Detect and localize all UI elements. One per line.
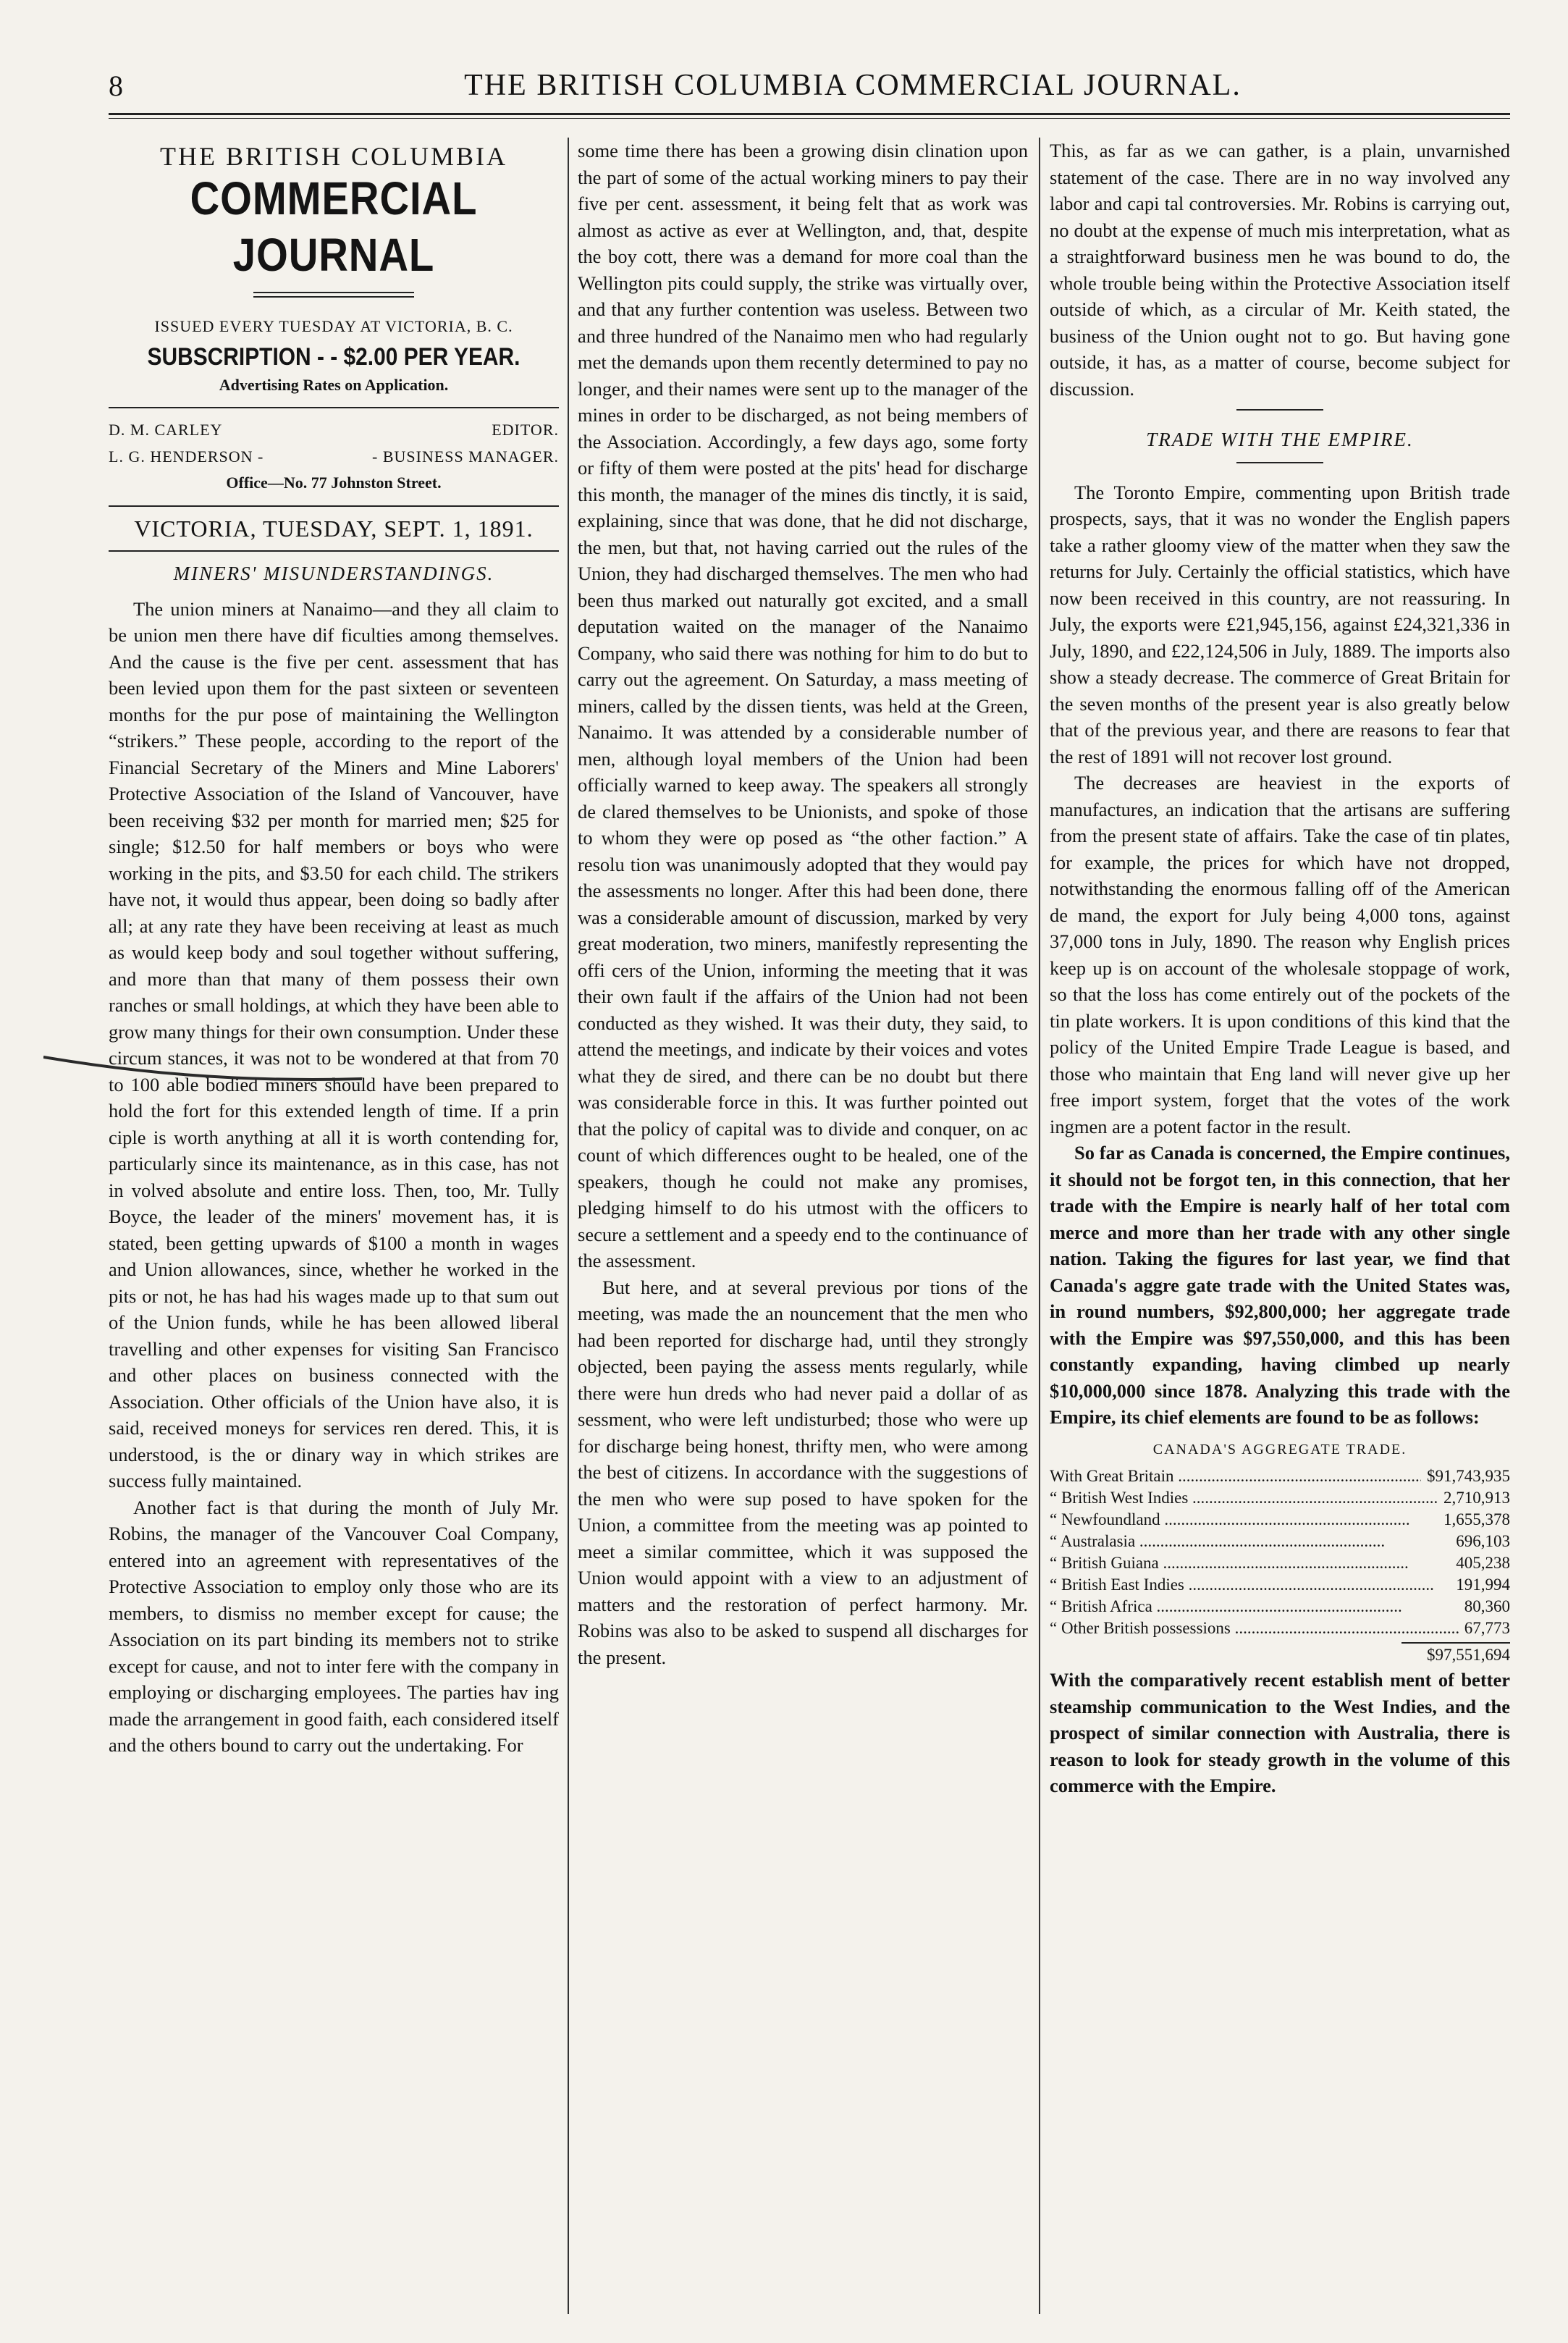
trade-row-label: “ British Guiana ..... bbox=[1050, 1552, 1450, 1574]
article-paragraph: some time there has been a growing disin clination upon the part of some of the actual working miners to pay their five per cent. assessment, it being felt that as work was almost as active as ever at Wellington, and, that, despite the boy cott, there was a demand for more coal than the Wellington pits could supply, the strike was virtually over, and that any further contention was useless. Between two and three hundred of the Nanaimo men who had regularly met the demands upon them recently determined to pay no longer, and their names were sent up to the manager of the mines in order to be discharged, as not being members of the Association. Accordingly, a few days ago, some forty or fifty of them were posted at the pits' head for discharge this month, the manager of the mines dis tinctly, it is said, explaining, since that was done, that he did not discharge, the men, but that, not having carried out the rules of the Union, they had discharged themselves. The men who had been thus marked out naturally got excited, and a small deputation waited on the manager of the Nanaimo Company, who said there was nothing for him to do but to carry out the agreement. On Saturday, a mass meeting of miners, called by the dissen tients, was held at the Green, Nanaimo. It was attended by a considerable number of men, although loyal members of the Union had been officially warned to keep away. The speakers all strongly de clared themselves to be Unionists, and spoke of those to whom they were op posed as “the other faction.” A resolu tion was unanimously adopted that they would pay the assessments no longer. After this had been done, there was a considerable amount of discussion, marked by very great moderation, two miners, manifestly representing the offi cers of the Union, informing the meeting that it was their own fault if the affairs of the Union had not been conducted as they wished. It was their duty, they said, to attend the meetings, and indicate by their voices and votes what they de sired, and there can be no doubt but there was considerable force in this. It was further pointed out that the policy of capital was to divide and conquer, on ac count of which differences ought to be healed, one of the speakers, though he could not make any promises, pledging himself to do his utmost with the officers to secure a settlement and a speedy end to the continuance of the assessment. bbox=[578, 140, 1028, 1271]
trade-row-value: 191,994 bbox=[1456, 1576, 1510, 1594]
dateline: VICTORIA, TUESDAY, SEPT. 1, 1891. bbox=[134, 515, 534, 542]
trade-row-value: $91,743,935 bbox=[1427, 1467, 1510, 1485]
trade-row bbox=[1050, 1531, 1510, 1552]
section-rule bbox=[1236, 409, 1323, 411]
trade-row-label: “ British Africa ..... bbox=[1050, 1596, 1459, 1618]
column-2 bbox=[578, 138, 1028, 2314]
article-paragraph: So far as Canada is concerned, the Empire continues, it should not be forgot ten, in this connection, that her trade with the Empire is nearly half of her total com merce and more than her trade with any other single nation. Taking the figures for last year, we find that Canada's aggre gate trade with the United States was, in round numbers, $92,800,000; her aggregate trade with the Empire was $97,550,000, and this has been constantly expanding, having climbed up nearly $10,000,000 since 1878. Analyzing this trade with the Empire, its chief elements are found to be as follows: bbox=[1050, 1142, 1510, 1428]
advertising-note: Advertising Rates on Application. bbox=[219, 375, 449, 394]
trade-row bbox=[1050, 1574, 1510, 1596]
trade-row-label: “ British West Indies ..... bbox=[1050, 1487, 1438, 1509]
trade-row-value: 1,655,378 bbox=[1443, 1510, 1510, 1528]
trade-row bbox=[1050, 1618, 1510, 1639]
column-divider bbox=[1039, 138, 1040, 2314]
trade-table-title: CANADA'S AGGREGATE TRADE. bbox=[1152, 1441, 1407, 1457]
column-3 bbox=[1050, 138, 1510, 2314]
article-paragraph: With the comparatively recent establish ment of better steamship communication to the West Indies, and the prospect of similar connection with Australia, there is reason to look for steady growth in the volume of this commerce with the Empire. bbox=[1050, 1669, 1510, 1796]
article-paragraph: The Toronto Empire, commenting upon British trade prospects, says, that it was no wonder the English papers take a rather gloomy view of the matter when they saw the returns for July. Certainly the official statistics, which have now been received in this country, are not reassuring. In July, the exports were £21,945,156, against £24,321,336 in July, 1890, and £22,124,506 in July, 1889. The imports also show a steady decrease. The commerce of Great Britain for the seven months of the present year is also greatly below that of the previous year, and there are reasons to fear that the rest of 1891 will not recover lost ground. bbox=[1050, 481, 1510, 767]
masthead-title: COMMERCIAL JOURNAL bbox=[190, 172, 478, 281]
trade-row-label: With Great Britain ..... bbox=[1050, 1465, 1421, 1487]
column-divider bbox=[568, 138, 569, 2314]
issued-line: ISSUED EVERY TUESDAY AT VICTORIA, B. C. bbox=[154, 316, 513, 335]
journal-title: THE BRITISH COLUMBIA COMMERCIAL JOURNAL. bbox=[464, 69, 1242, 102]
trade-table bbox=[1050, 1465, 1510, 1639]
article-title-miners: MINERS' MISUNDERSTANDINGS. bbox=[173, 563, 494, 584]
manager-role: - BUSINESS MANAGER. bbox=[372, 447, 559, 466]
divider bbox=[109, 407, 559, 408]
trade-row bbox=[1050, 1509, 1510, 1531]
subscription-price: SUBSCRIPTION - - $2.00 PER YEAR. bbox=[147, 343, 520, 371]
editor-role: EDITOR. bbox=[492, 421, 559, 439]
trade-total: $97,551,694 bbox=[1427, 1646, 1510, 1664]
office-address: Office—No. 77 Johnston Street. bbox=[226, 474, 442, 492]
column-1 bbox=[109, 138, 559, 2314]
trade-row-value: 405,238 bbox=[1456, 1554, 1510, 1572]
trade-row-value: 80,360 bbox=[1464, 1597, 1510, 1615]
article-title-trade: TRADE WITH THE EMPIRE. bbox=[1146, 429, 1414, 450]
trade-row-label: “ Newfoundland ..... bbox=[1050, 1509, 1438, 1531]
manager-name: L. G. HENDERSON - bbox=[109, 447, 264, 466]
trade-row-label: “ Australasia ..... bbox=[1050, 1531, 1450, 1552]
page-number: 8 bbox=[109, 69, 123, 102]
trade-row bbox=[1050, 1552, 1510, 1574]
trade-row-label: “ Other British possessions ..... bbox=[1050, 1618, 1459, 1639]
section-rule bbox=[1236, 462, 1323, 463]
trade-row-label: “ British East Indies ..... bbox=[1050, 1574, 1450, 1596]
article-paragraph: Another fact is that during the month of July Mr. Robins, the manager of the Vancouver Coal Company, entered into an agreement with representatives of the Protective Association to employ only those who are its members, to dismiss no member except for cause; the Association on its part binding its members not to strike except for cause, and not to inter fere with the company in employing or discharging employees. The parties hav ing made the arrangement in good faith, each considered itself and the others bound to carry out the undertaking. For bbox=[109, 1496, 559, 1756]
trade-row-value: 696,103 bbox=[1456, 1532, 1510, 1550]
article-paragraph: The decreases are heaviest in the exports of manufactures, an indication that the artisans are suffering from the present state of affairs. Take the case of tin plates, for example, the prices for which have not dropped, notwithstanding the enormous falling off of the American de mand, the export for July being 4,000 tons, against 37,000 tons in July, 1890. The reason why English prices keep up is on account of the wholesale stoppage of work, so that the loss has come entirely out of the pockets of the tin plate workers. It is upon conditions of this kind that the policy of the United Empire Trade League is based, and those who maintain that Eng land will never give up her free import system, forget that the votes of the work ingmen are a potent factor in the result. bbox=[1050, 772, 1510, 1137]
article-paragraph: This, as far as we can gather, is a plain, unvarnished statement of the case. There are in no way involved any labor and capi tal controversies. Mr. Robins is carrying out, no doubt at the expense of much mis interpretation, what as a straightforward business men he was bound to do, the whole trouble being within the Protective Association itself outside of which, as a circular of Mr. Keith stated, the business of the Union ought not to go. But having gone outside, it has, as a matter of course, become subject for discussion. bbox=[1050, 140, 1510, 400]
trade-row bbox=[1050, 1465, 1510, 1487]
editor-line bbox=[109, 417, 559, 444]
header-rule-thin bbox=[109, 118, 1510, 119]
divider bbox=[109, 505, 559, 507]
manager-line bbox=[109, 444, 559, 471]
trade-row bbox=[1050, 1487, 1510, 1509]
article-paragraph: But here, and at several previous por tions of the meeting, was made the an nouncement that the men who had been reported for discharge had, until they strongly objected, been paying the assess ments regularly, while there were hun dreds who had never paid a dollar of as sessment, who were left undisturbed; those who were up for discharge being honest, thrifty men, who were among the best of citizens. In accordance with the suggestions of the men who were sup posed to have spoken for the Union, a committee from the meeting was ap pointed to meet a similar committee, which it was supposed the Union would appoint with a view to an adjustment of matters and the restoration of perfect harmony. Mr. Robins was also to be asked to suspend all discharges for the present. bbox=[578, 1276, 1028, 1668]
article-paragraph: The union miners at Nanaimo—and they all claim to be union men there have dif ficulties among themselves. And the cause is the five per cent. assessment that has been levied upon them for the past sixteen or seventeen months for the pur pose of maintaining the Wellington “strikers.” These people, according to the report of the Financial Secretary of the Miners and Mine Laborers' Protective Association of the Island of Vancouver, have been receiving $32 per month for married men; $25 for single; $12.50 for half members or boys who were working in the pits, and $3.50 for each child. The strikers have not, it would thus appear, been doing so badly after all; at any rate they have been receiving at least as much as would keep body and soul together without suffering, and more than that many of them possess their own ranches or small holdings, at which they have been able to grow many things for their own consumption. Under these circum stances, it was not to be wondered at that from 70 to 100 able bodied miners should have been prepared to hold the fort for this extended length of time. If a prin ciple is worth anything at all it is worth contending for, particularly since its maintenance, as in this case, has not in volved absolute and entire loss. Then, too, Mr. Tully Boyce, the leader of the miners' movement has, it is stated, been getting upwards of $100 a month in wages and Union allowances, since, whether he worked in the pits or not, he has had his wages made up to that sum out of the Union funds, while he has been allowed liberal travelling and other expenses for visiting San Francisco and other places on business connected with the Association. Other officials of the Union have also, it is said, received moneys for services ren dered. This, it is understood, is the or dinary way in which strikes are success fully maintained. bbox=[109, 597, 559, 1492]
trade-row bbox=[1050, 1596, 1510, 1618]
header-rule bbox=[109, 113, 1510, 115]
masthead-line1: THE BRITISH COLUMBIA bbox=[160, 142, 507, 171]
trade-row-value: 2,710,913 bbox=[1443, 1489, 1510, 1507]
trade-row-value: 67,773 bbox=[1464, 1619, 1510, 1637]
divider bbox=[109, 550, 559, 552]
running-head bbox=[109, 64, 1510, 107]
editor-name: D. M. CARLEY bbox=[109, 421, 223, 439]
masthead-rule bbox=[253, 292, 414, 298]
